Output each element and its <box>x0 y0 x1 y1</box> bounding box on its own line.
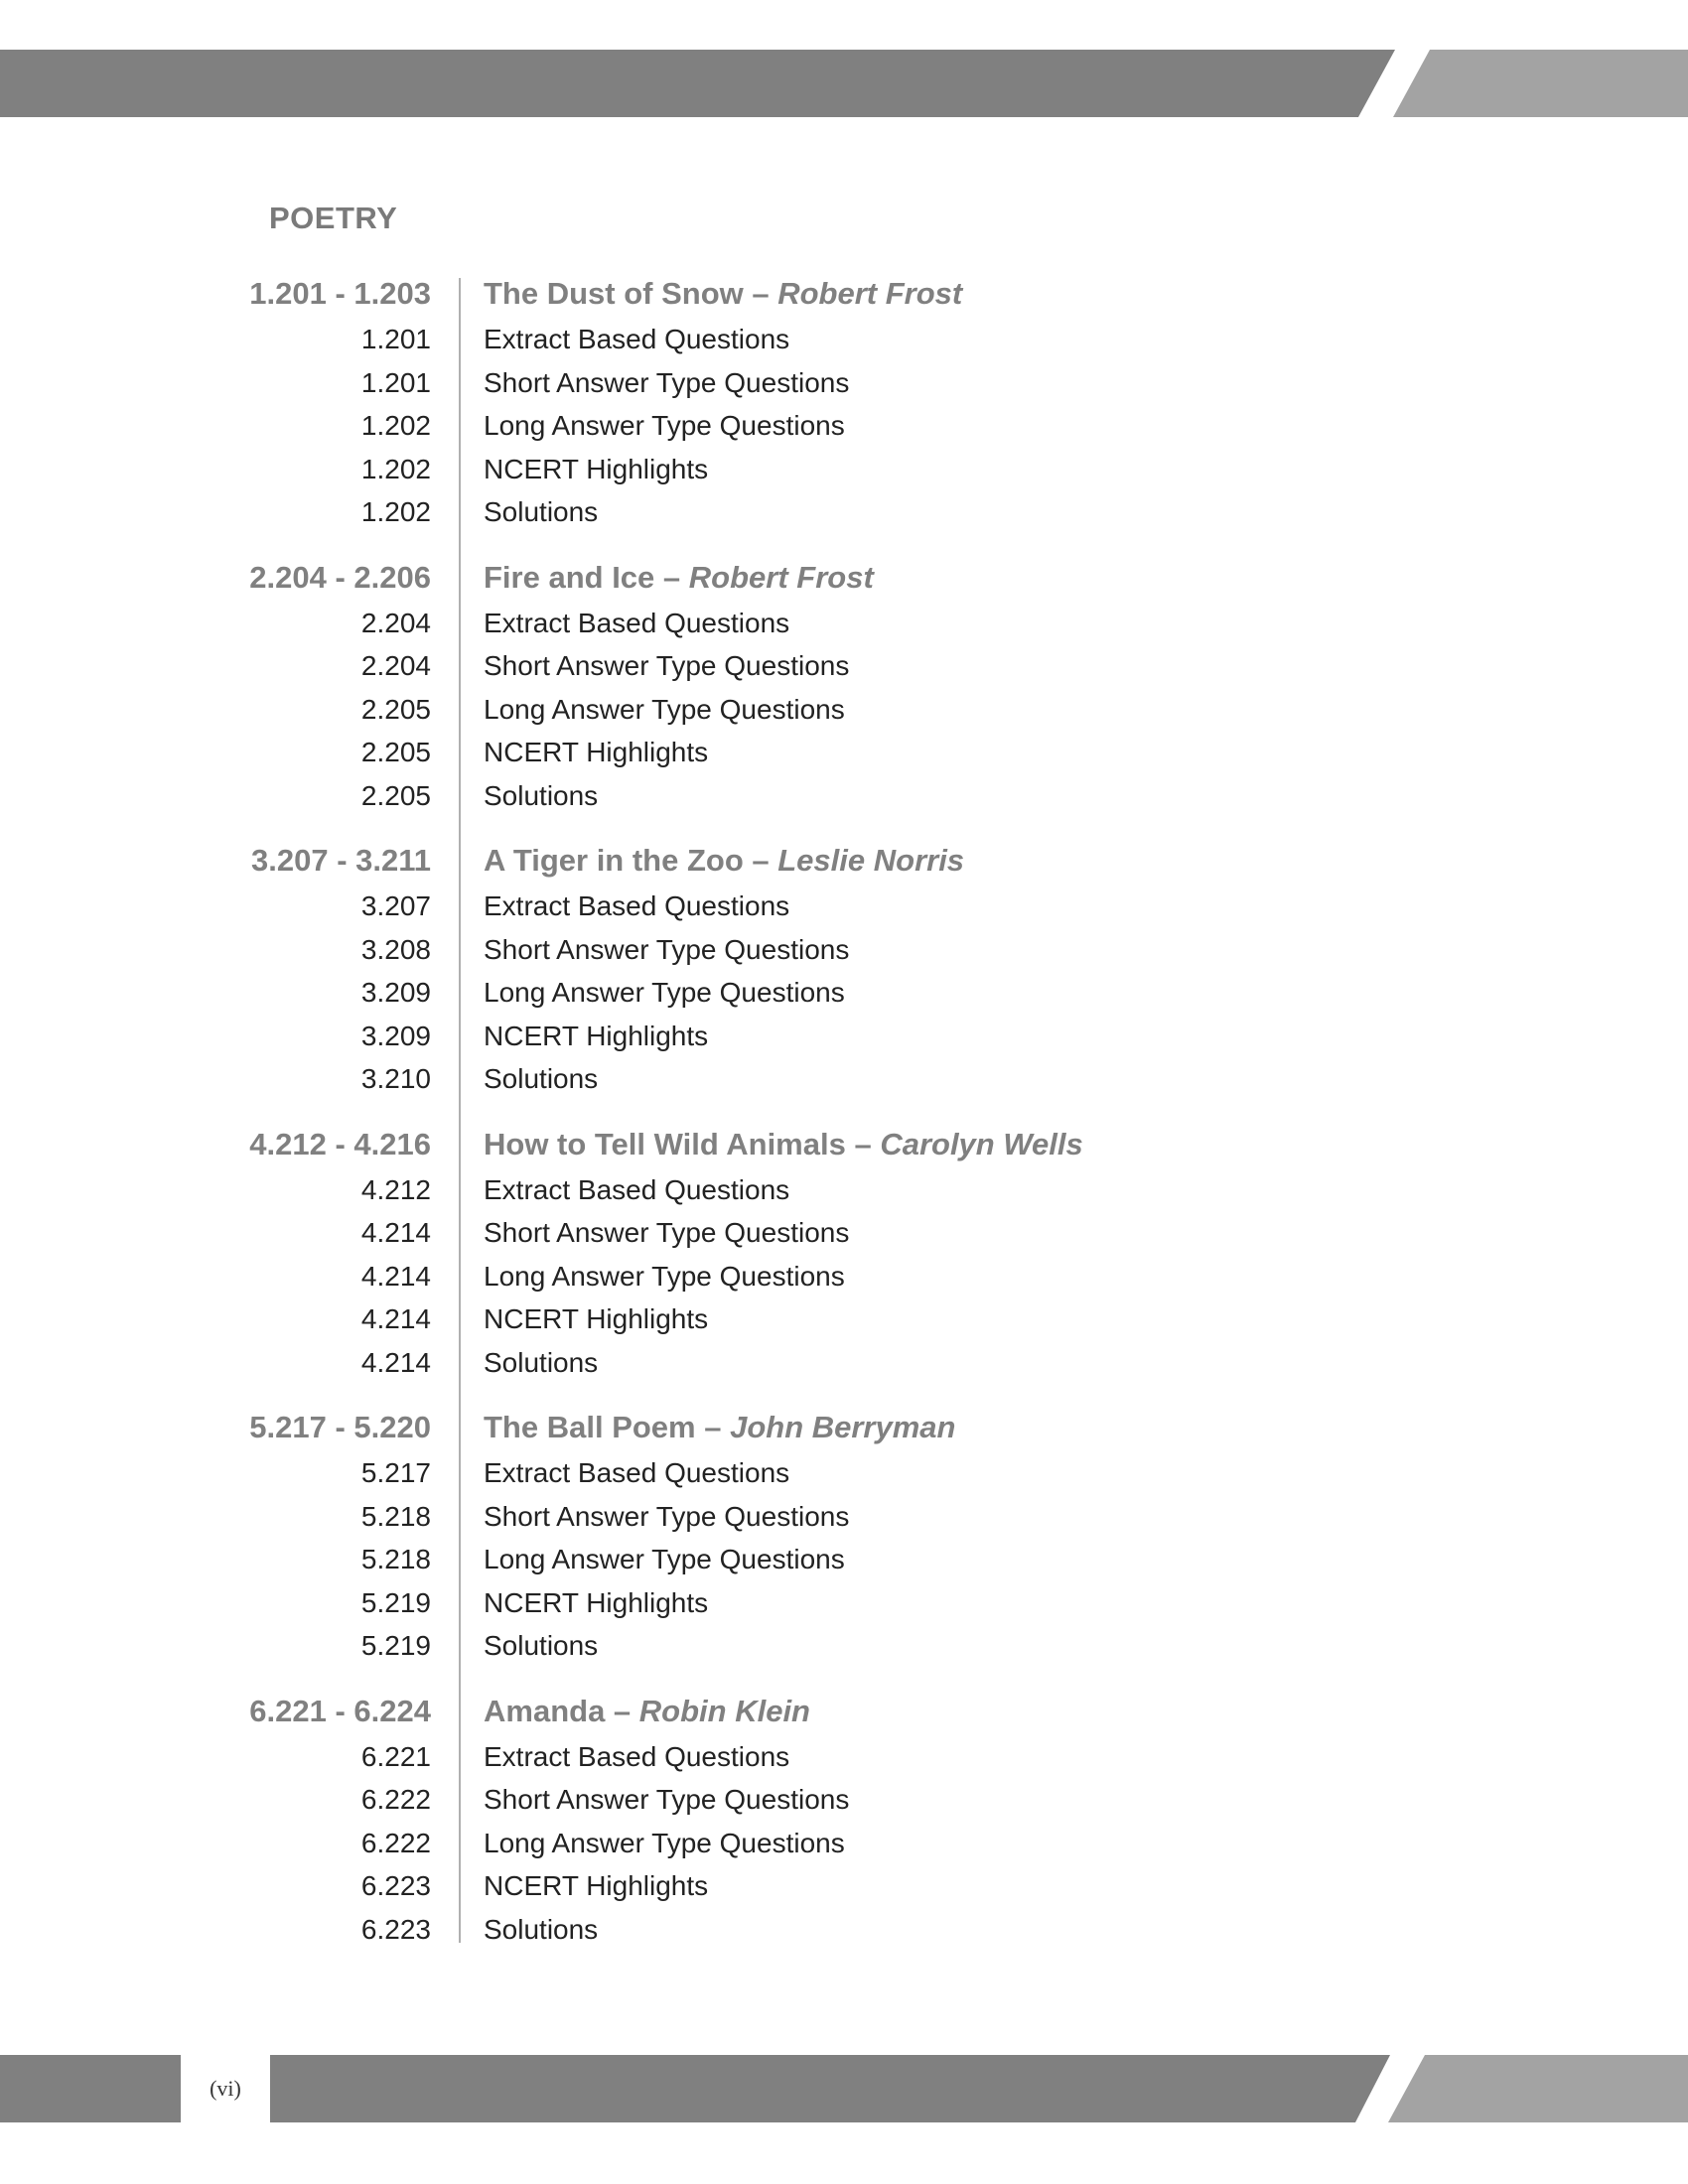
chapter-title-line: How to Tell Wild Animals – Carolyn Wells <box>484 1126 1083 1161</box>
entry-page: 1.201 <box>360 324 431 354</box>
entry-page: 5.218 <box>360 1544 431 1574</box>
chapter-page-range: 6.221 - 6.224 <box>249 1693 431 1728</box>
chapter-heading-row[interactable] <box>0 1688 1688 1735</box>
toc-entry[interactable] <box>0 361 1688 405</box>
entry-label: Long Answer Type Questions <box>484 977 845 1008</box>
entry-page: 4.214 <box>360 1217 431 1248</box>
toc-entry[interactable] <box>0 1581 1688 1625</box>
entry-label: Short Answer Type Questions <box>484 1217 850 1248</box>
entry-label: Solutions <box>484 496 599 527</box>
entry-label: NCERT Highlights <box>484 1586 709 1618</box>
entry-label: Extract Based Questions <box>484 607 790 638</box>
toc-entry[interactable] <box>0 731 1688 774</box>
toc-entry[interactable] <box>0 1211 1688 1255</box>
toc-chapter <box>0 1404 1688 1668</box>
entry-page: 3.208 <box>360 933 431 965</box>
chapter-author: Leslie Norris <box>777 843 965 878</box>
toc-entry[interactable] <box>0 490 1688 534</box>
entry-label: NCERT Highlights <box>484 1870 709 1901</box>
chapter-page-range: 1.201 - 1.203 <box>249 276 431 311</box>
entry-label: Long Answer Type Questions <box>484 1260 845 1292</box>
entry-page: 2.204 <box>360 607 431 638</box>
toc-entry[interactable] <box>0 1778 1688 1822</box>
chapter-author: Robert Frost <box>777 276 963 311</box>
entry-label: Solutions <box>484 1913 599 1945</box>
entry-label: Solutions <box>484 779 599 811</box>
toc-entry[interactable] <box>0 928 1688 972</box>
entry-page: 3.207 <box>360 890 431 921</box>
entry-label: Short Answer Type Questions <box>484 1784 850 1815</box>
toc-entry[interactable] <box>0 1538 1688 1581</box>
entry-label: NCERT Highlights <box>484 1303 709 1334</box>
toc-entry[interactable] <box>0 1908 1688 1952</box>
entry-page: 4.214 <box>360 1303 431 1334</box>
entry-page: 2.205 <box>360 779 431 811</box>
entry-page: 2.204 <box>360 650 431 681</box>
chapter-title: How to Tell Wild Animals <box>484 1126 846 1161</box>
entry-label: Short Answer Type Questions <box>484 933 850 965</box>
toc-entry[interactable] <box>0 1341 1688 1385</box>
section-heading: POETRY <box>269 201 398 235</box>
toc-entry[interactable] <box>0 1495 1688 1539</box>
toc-entry[interactable] <box>0 1451 1688 1495</box>
chapter-page-range: 2.204 - 2.206 <box>249 559 431 595</box>
chapter-author: Robin Klein <box>638 1693 810 1728</box>
entry-page: 2.205 <box>360 737 431 767</box>
toc-entry[interactable] <box>0 1822 1688 1865</box>
entry-label: Extract Based Questions <box>484 1173 790 1205</box>
entry-page: 5.219 <box>360 1586 431 1618</box>
toc-entry[interactable] <box>0 644 1688 688</box>
chapter-title-line: Fire and Ice – Robert Frost <box>484 559 874 595</box>
entry-label: Long Answer Type Questions <box>484 1544 845 1574</box>
chapter-page-range: 4.212 - 4.216 <box>249 1126 431 1161</box>
entry-label: Long Answer Type Questions <box>484 693 845 725</box>
chapter-author: Robert Frost <box>688 559 874 595</box>
chapter-heading-row[interactable] <box>0 837 1688 885</box>
entry-page: 3.210 <box>360 1063 431 1094</box>
entry-page: 4.214 <box>360 1260 431 1292</box>
toc-chapter <box>0 837 1688 1101</box>
table-of-contents <box>0 270 1688 1971</box>
chapter-title: A Tiger in the Zoo <box>484 843 744 878</box>
entry-page: 2.205 <box>360 693 431 725</box>
entry-label: Solutions <box>484 1063 599 1094</box>
toc-chapter <box>0 270 1688 534</box>
toc-entry[interactable] <box>0 602 1688 645</box>
toc-entry[interactable] <box>0 1168 1688 1212</box>
toc-entry[interactable] <box>0 1297 1688 1341</box>
chapter-heading-row[interactable] <box>0 1121 1688 1168</box>
toc-chapter <box>0 1688 1688 1952</box>
entry-page: 1.202 <box>360 410 431 441</box>
entry-page: 3.209 <box>360 1020 431 1051</box>
toc-entry[interactable] <box>0 404 1688 448</box>
entry-label: Short Answer Type Questions <box>484 650 850 681</box>
entry-page: 5.218 <box>360 1500 431 1532</box>
entry-label: Extract Based Questions <box>484 324 790 354</box>
entry-page: 1.201 <box>360 366 431 398</box>
toc-entry[interactable] <box>0 1015 1688 1058</box>
toc-entry[interactable] <box>0 1057 1688 1101</box>
entry-page: 4.214 <box>360 1346 431 1378</box>
entry-label: Solutions <box>484 1346 599 1378</box>
entry-label: NCERT Highlights <box>484 737 709 767</box>
chapter-title-line: A Tiger in the Zoo – Leslie Norris <box>484 843 965 878</box>
entry-label: NCERT Highlights <box>484 453 709 484</box>
toc-entry[interactable] <box>0 688 1688 732</box>
toc-entry[interactable] <box>0 1624 1688 1668</box>
toc-chapter <box>0 1121 1688 1385</box>
entry-label: Extract Based Questions <box>484 1740 790 1772</box>
toc-entry[interactable] <box>0 971 1688 1015</box>
entry-page: 5.217 <box>360 1457 431 1488</box>
entry-label: Extract Based Questions <box>484 890 790 921</box>
chapter-title-line: The Dust of Snow – Robert Frost <box>484 276 963 311</box>
entry-page: 6.222 <box>360 1827 431 1858</box>
entry-page: 1.202 <box>360 496 431 527</box>
entry-page: 6.223 <box>360 1913 431 1945</box>
entry-page: 1.202 <box>360 453 431 484</box>
entry-page: 6.221 <box>360 1740 431 1772</box>
entry-page: 3.209 <box>360 977 431 1008</box>
chapter-author: John Berryman <box>730 1410 956 1444</box>
chapter-heading-row[interactable] <box>0 554 1688 602</box>
chapter-title-line: Amanda – Robin Klein <box>484 1693 810 1728</box>
page-number: (vi) <box>181 2055 270 2122</box>
toc-entry[interactable] <box>0 448 1688 491</box>
entry-page: 5.219 <box>360 1630 431 1661</box>
entry-page: 6.222 <box>360 1784 431 1815</box>
entry-label: Short Answer Type Questions <box>484 366 850 398</box>
entry-page: 6.223 <box>360 1870 431 1901</box>
toc-entry[interactable] <box>0 1255 1688 1298</box>
top-decorative-band <box>0 50 1688 117</box>
toc-entry[interactable] <box>0 318 1688 361</box>
entry-label: Long Answer Type Questions <box>484 1827 845 1858</box>
toc-entry[interactable] <box>0 774 1688 818</box>
entry-page: 4.212 <box>360 1173 431 1205</box>
chapter-author: Carolyn Wells <box>880 1126 1083 1161</box>
chapter-title: The Ball Poem <box>484 1410 696 1444</box>
chapter-title-line: The Ball Poem – John Berryman <box>484 1410 956 1444</box>
toc-chapter <box>0 554 1688 818</box>
chapter-page-range: 5.217 - 5.220 <box>249 1410 431 1444</box>
entry-label: Solutions <box>484 1630 599 1661</box>
chapter-heading-row[interactable] <box>0 1404 1688 1451</box>
entry-label: NCERT Highlights <box>484 1020 709 1051</box>
toc-entry[interactable] <box>0 1864 1688 1908</box>
entry-label: Short Answer Type Questions <box>484 1500 850 1532</box>
chapter-title: Amanda <box>484 1693 606 1728</box>
toc-entry[interactable] <box>0 1735 1688 1779</box>
chapter-heading-row[interactable] <box>0 270 1688 318</box>
entry-label: Long Answer Type Questions <box>484 410 845 441</box>
toc-entry[interactable] <box>0 885 1688 928</box>
chapter-page-range: 3.207 - 3.211 <box>251 843 431 878</box>
chapter-title: Fire and Ice <box>484 559 655 595</box>
entry-label: Extract Based Questions <box>484 1457 790 1488</box>
chapter-title: The Dust of Snow <box>484 276 744 311</box>
